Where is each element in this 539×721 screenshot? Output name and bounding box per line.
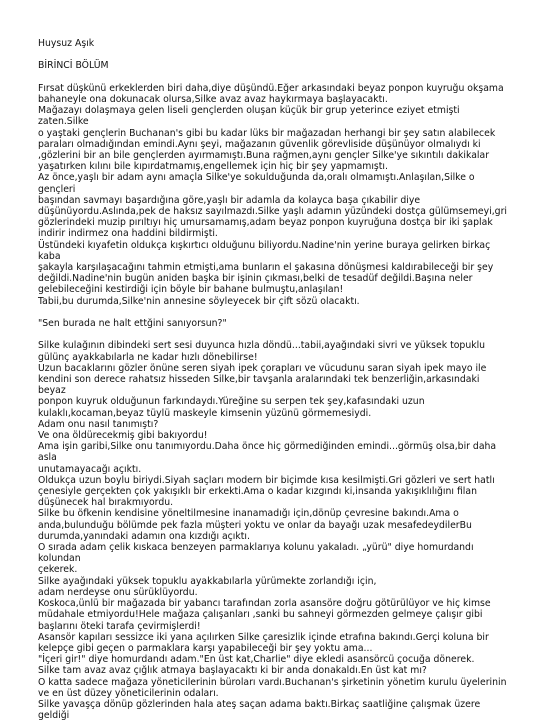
paragraph: Silke ayağındaki yüksek topuklu ayakkabılarla yürümekte zorlandığı için, adam nerdeyse onu sürüklüyordu. xyxy=(38,575,377,598)
paragraph: Oldukça uzun boylu biriydi.Siyah saçları modern bir biçimde kısa kesilmişti.Gri gözleri ve sert hatlı çenesiyle gerçekten çok yakışıklı bir erkekti.Ama o kadar kızgındı ki,insanda yakışıklılığını filan düşünecek hal bırakmıyordu. xyxy=(38,474,495,509)
paragraph: Silke yavaşça dönüp gözlerinden hala ateş saçan adama baktı.Birkaç saatliğine çalışmak üzere geldiği xyxy=(38,698,481,721)
paragraph: Koskoca,ünlü bir mağazada bir yabancı tarafından zorla asansöre doğru götürülüyor ve hiç kimse müdahale etmiyordu!Hele mağaza çalışanları ,sanki bu sahneyi görmezden gelmeye çalışır gibi başlarını öteki tarafa çevirmişlerdi! xyxy=(38,598,491,632)
paragraph: Az önce,yaşlı bir adam aynı amaçla Silke'ye sokulduğunda da,oralı olmamıştı.Anlaşılan,Silke o gençleri başından savmayı başardığına göre,yaşlı bir adamla da kolayca başa çıkabilir diye düşünüyordu.Aslında,pek de haksız sayılmazdı.Silke yaşlı adamın yüzündeki dostça gülümsemeyi,gri gözlerindeki muzip pırıltıyı hiç umursamamış,adam beyaz ponpon kuyruğuna dostça bir iki şaplak indirir indirmez ona haddini bildirmişti. xyxy=(38,172,507,240)
paragraph: Mağazayı dolaşmaya gelen liseli gençlerden oluşan küçük bir grup yeterince eziyet etmişti zaten.Silke o yaştaki gençlerin Buchanan's gibi bu kadar lüks bir mağazadan herhangi bir şey satın alabilecek paraları olmadığından emindi.Aynı şeyi, mağazanın güvenlik görevliside düşünüyor olmalıydı ki ,gözlerini bir an bile gençlerden ayırmamıştı.Buna rağmen,aynı gençler Silke'ye sıkıntılı dakikalar yaşatırken kılını bile kıpırdatmamış,engellemek için hiç bir şey yapmamıştı. xyxy=(38,105,496,173)
paragraph: Üstündeki kıyafetin oldukça kışkırtıcı olduğunu biliyordu.Nadine'nin yerine buraya gelirken birkaç kaba şakayla karşılaşacağını tahmin etmişti,ama bunların el şakasına dönüşmesi kaldırabileceği bir şey değildi.Nadine'nin bugün aniden başka bir işinin çıkması,belki de tesadüf değildi.Başına neler gelebileceğini kestirdiği için böyle bir bahane bulmuştu,anlaşılan! xyxy=(38,239,494,296)
paragraph-gap xyxy=(38,307,510,318)
paragraph: O katta sadece mağaza yöneticilerinin büroları vardı.Buchanan's şirketinin yönetim kurulu üyelerinin ve en üst düzey yöneticilerinin odaları. xyxy=(38,676,507,699)
paragraph: Silke tam avaz avaz çığlık atmaya başlayacaktı ki bir anda donakaldı.En üst kat mı? xyxy=(38,665,427,677)
paragraph: Fırsat düşkünü erkeklerden biri daha,diye düşündü.Eğer arkasındaki beyaz ponpon kuyruğu okşama bahaneyle ona dokunacak olursa,Silke avaz avaz haykırmaya başlayacaktı. xyxy=(38,82,504,105)
section-two xyxy=(38,340,510,721)
paragraph: "İçeri gir!" diye homurdandı adam."En üst kat,Charlie" diye ekledi asansörcü çocuğa dönerek. xyxy=(38,654,475,666)
paragraph: Silke bu öfkenin kendisine yöneltilmesine inanamadığı için,dönüp çevresine bakındı.Ama o anda,bulunduğu bölümde pek fazla müşteri yoktu ve onlar da bayağı uzak mesafedeydilerBu durumda,yanındaki adamın ona kızdığı açıktı. xyxy=(38,508,472,542)
paragraph: Adam onu nasıl tanımıştı? xyxy=(38,418,159,430)
document-body xyxy=(38,38,510,721)
paragraph: Ve ona öldürecekmiş gibi bakıyordu! xyxy=(38,430,208,442)
book-title: Huysuz Aşık xyxy=(38,38,95,49)
section-one xyxy=(38,83,510,307)
paragraph: Silke kulağının dibindeki sert sesi duyunca hızla döndü...tabii,ayağındaki sivri ve yüksek topuklu gülünç ayakkabılarla ne kadar hızlı dönebilirse! xyxy=(38,340,486,363)
chapter-heading: BİRİNCİ BÖLÜM xyxy=(38,60,109,72)
paragraph: Asansör kapıları sessizce iki yana açılırken Silke çaresizlik içinde etrafına bakındı.Gerçi koluna bir kelepçe gibi geçen o parmaklara karşı yapabileceği bir şey yoktu ama... xyxy=(38,631,489,654)
paragraph-gap xyxy=(38,329,510,340)
paragraph: Uzun bacaklarını gözler önüne seren siyah ipek çorapları ve vücudunu saran siyah ipek mayo ile kendini son derece rahatsız hisseden Silke,bir tavşanla aralarındaki tek benzerliğin,arkasındaki beyaz ponpon kuyruk olduğunun farkındaydı.Yüreğine su serpen tek şey,kafasındaki uzun kulaklı,kocaman,beyaz tüylü maskeyle kimsenin yüzünü görmemesiydi. xyxy=(38,362,487,419)
paragraph: O sırada adam çelik kıskaca benzeyen parmaklarıya kolunu yakaladı. „yürü" diye homurdandı kolundan çekerek. xyxy=(38,542,474,576)
dialogue-quote: "Sen burada ne halt ettğini sanıyorsun?" xyxy=(38,318,227,330)
paragraph: Tabii,bu durumda,Silke'nin annesine söyleyecek bir çift sözü olacaktı. xyxy=(38,295,360,307)
paragraph: Ama işin garibi,Silke onu tanımıyordu.Daha önce hiç görmediğinden emindi...görmüş olsa,bir daha asla unutamayacağı açıktı. xyxy=(38,441,497,475)
